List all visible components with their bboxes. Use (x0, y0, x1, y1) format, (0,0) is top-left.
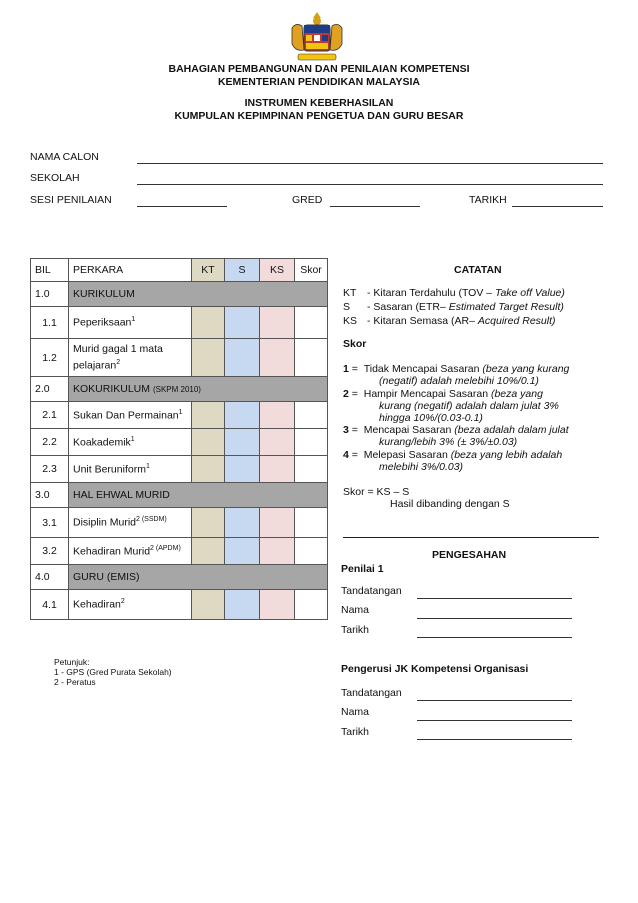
sekolah-field[interactable] (137, 184, 603, 185)
section-title: KURIKULUM (69, 282, 328, 307)
penilai-tandatangan-field[interactable] (417, 598, 572, 599)
header-line-2: KEMENTERIAN PENDIDIKAN MALAYSIA (217, 76, 421, 88)
table-row (31, 307, 328, 339)
skor-cell[interactable] (295, 307, 328, 339)
section-row (31, 282, 328, 307)
row-perkara: Peperiksaan$^1$ (69, 307, 192, 339)
section-title: GURU (EMIS) (69, 565, 328, 590)
kt-cell[interactable] (192, 508, 225, 538)
pengesahan-title: PENGESAHAN (432, 549, 507, 561)
s-cell[interactable] (225, 456, 260, 483)
nama-calon-label: NAMA CALON (30, 151, 99, 163)
table-row (31, 456, 328, 483)
pengerusi-nama-label: Nama (341, 706, 370, 718)
s-cell[interactable] (225, 339, 260, 377)
table-row (31, 538, 328, 565)
gred-field[interactable] (330, 206, 420, 207)
row-bil: 4.0 (31, 565, 69, 590)
petunjuk-item-2: 2 - Peratus (54, 677, 96, 687)
tarikh-label: TARIKH (469, 194, 507, 206)
skor-cell[interactable] (295, 590, 328, 620)
header-s: S (225, 259, 260, 282)
row-perkara: Murid gagal 1 mata pelajaran$^2$ (69, 339, 192, 377)
ks-cell[interactable] (260, 307, 295, 339)
row-bil: 2.1 (31, 402, 69, 429)
petunjuk (54, 657, 172, 687)
skor-formula: Skor = KS – S (343, 486, 410, 498)
header-line-3: INSTRUMEN KEBERHASILAN (244, 97, 394, 109)
header-skor: Skor (295, 259, 328, 282)
pengerusi-tarikh-label: Tarikh (341, 726, 370, 738)
sesi-penilaian-label: SESI PENILAIAN (30, 194, 112, 206)
header-ks: KS (260, 259, 295, 282)
row-perkara: Unit Beruniform$^1$ (69, 456, 192, 483)
header-title (0, 63, 638, 89)
penilai-1-label: Penilai 1 (341, 563, 384, 575)
section-title: HAL EHWAL MURID (69, 483, 328, 508)
row-perkara: Sukan Dan Permainan$^1$ (69, 402, 192, 429)
row-perkara: Disiplin Murid$^{2 (SSDM)}$ (69, 508, 192, 538)
ks-cell[interactable] (260, 590, 295, 620)
section-row (31, 565, 328, 590)
kt-cell[interactable] (192, 307, 225, 339)
divider (343, 537, 599, 538)
kt-cell[interactable] (192, 456, 225, 483)
row-perkara: Kehadiran Murid$^{2 (APDM)}$ (69, 538, 192, 565)
ks-cell[interactable] (260, 538, 295, 565)
ks-cell[interactable] (260, 429, 295, 456)
pengerusi-label: Pengerusi JK Kompetensi Organisasi (341, 663, 529, 675)
pengerusi-nama-field[interactable] (417, 720, 572, 721)
row-bil: 1.1 (31, 307, 69, 339)
penilai-tandatangan-label: Tandatangan (341, 585, 402, 597)
petunjuk-item-1: 1 - GPS (Gred Purata Sekolah) (54, 667, 172, 677)
row-bil: 3.2 (31, 538, 69, 565)
pengerusi-tandatangan-label: Tandatangan (341, 687, 402, 699)
header-bil: BIL (31, 259, 69, 282)
legend-s: S - Sasaran (ETR– Estimated Target Result) (343, 301, 564, 313)
s-cell[interactable] (225, 307, 260, 339)
table-row (31, 339, 328, 377)
skor-cell[interactable] (295, 508, 328, 538)
instrument-title (0, 97, 638, 123)
row-bil: 3.0 (31, 483, 69, 508)
ks-cell[interactable] (260, 456, 295, 483)
legend-kt: KT - Kitaran Terdahulu (TOV – Take off Value) (343, 287, 565, 299)
skor-cell[interactable] (295, 538, 328, 565)
petunjuk-title: Petunjuk: (54, 657, 90, 667)
skor-2: 2 = Hampir Mencapai Sasaran (beza yang kurang (negatif) adalah dalam julat 3% hingga 10%/(0.03-0.1) (343, 388, 559, 424)
s-cell[interactable] (225, 402, 260, 429)
tarikh-field[interactable] (512, 206, 603, 207)
skor-cell[interactable] (295, 339, 328, 377)
kt-cell[interactable] (192, 402, 225, 429)
ks-cell[interactable] (260, 339, 295, 377)
header-kt: KT (192, 259, 225, 282)
penilai-tarikh-field[interactable] (417, 637, 572, 638)
sekolah-label: SEKOLAH (30, 172, 80, 184)
pengerusi-tarikh-field[interactable] (417, 739, 572, 740)
row-bil: 2.2 (31, 429, 69, 456)
row-perkara: Koakademik$^1$ (69, 429, 192, 456)
section-row (31, 377, 328, 402)
s-cell[interactable] (225, 538, 260, 565)
table-row (31, 590, 328, 620)
table-header-row (31, 259, 328, 282)
skor-cell[interactable] (295, 402, 328, 429)
skor-title: Skor (343, 338, 367, 350)
malaysia-crest-logo (284, 10, 350, 62)
table-row (31, 402, 328, 429)
legend-ks: KS - Kitaran Semasa (AR– Acquired Result) (343, 315, 556, 327)
catatan-title: CATATAN (454, 264, 502, 276)
ks-cell[interactable] (260, 402, 295, 429)
table-row (31, 429, 328, 456)
s-cell[interactable] (225, 508, 260, 538)
row-bil: 1.2 (31, 339, 69, 377)
sesi-penilaian-field[interactable] (137, 206, 227, 207)
kt-cell[interactable] (192, 429, 225, 456)
row-bil: 3.1 (31, 508, 69, 538)
skor-formula-note: Hasil dibanding dengan S (390, 498, 510, 510)
skor-3: 3 = Mencapai Sasaran (beza adalah dalam julat kurang/lebih 3% (± 3%/±0.03) (343, 424, 569, 448)
row-bil: 1.0 (31, 282, 69, 307)
kt-cell[interactable] (192, 339, 225, 377)
row-bil: 2.0 (31, 377, 69, 402)
kt-cell[interactable] (192, 590, 225, 620)
section-title: KOKURIKULUM (SKPM 2010) (69, 377, 328, 402)
kt-cell[interactable] (192, 538, 225, 565)
row-bil: 4.1 (31, 590, 69, 620)
nama-calon-field[interactable] (137, 163, 603, 164)
row-bil: 2.3 (31, 456, 69, 483)
ks-cell[interactable] (260, 508, 295, 538)
row-perkara: Kehadiran$^2$ (69, 590, 192, 620)
penilai-nama-label: Nama (341, 604, 370, 616)
skor-cell[interactable] (295, 456, 328, 483)
skor-1: 1 = Tidak Mencapai Sasaran (beza yang kurang (negatif) adalah melebihi 10%/0.1) (343, 363, 570, 387)
pengerusi-tandatangan-field[interactable] (417, 700, 572, 701)
penilai-tarikh-label: Tarikh (341, 624, 370, 636)
s-cell[interactable] (225, 590, 260, 620)
header-line-1: BAHAGIAN PEMBANGUNAN DAN PENILAIAN KOMPETENSI (168, 63, 470, 75)
assessment-table (30, 258, 328, 620)
s-cell[interactable] (225, 429, 260, 456)
skor-cell[interactable] (295, 429, 328, 456)
gred-label: GRED (292, 194, 323, 206)
table-row (31, 508, 328, 538)
header-perkara: PERKARA (69, 259, 192, 282)
header-line-4: KUMPULAN KEPIMPINAN PENGETUA DAN GURU BESAR (174, 110, 464, 122)
skor-4: 4 = Melepasi Sasaran (beza yang lebih adalah melebihi 3%/0.03) (343, 449, 563, 473)
penilai-nama-field[interactable] (417, 618, 572, 619)
section-row (31, 483, 328, 508)
